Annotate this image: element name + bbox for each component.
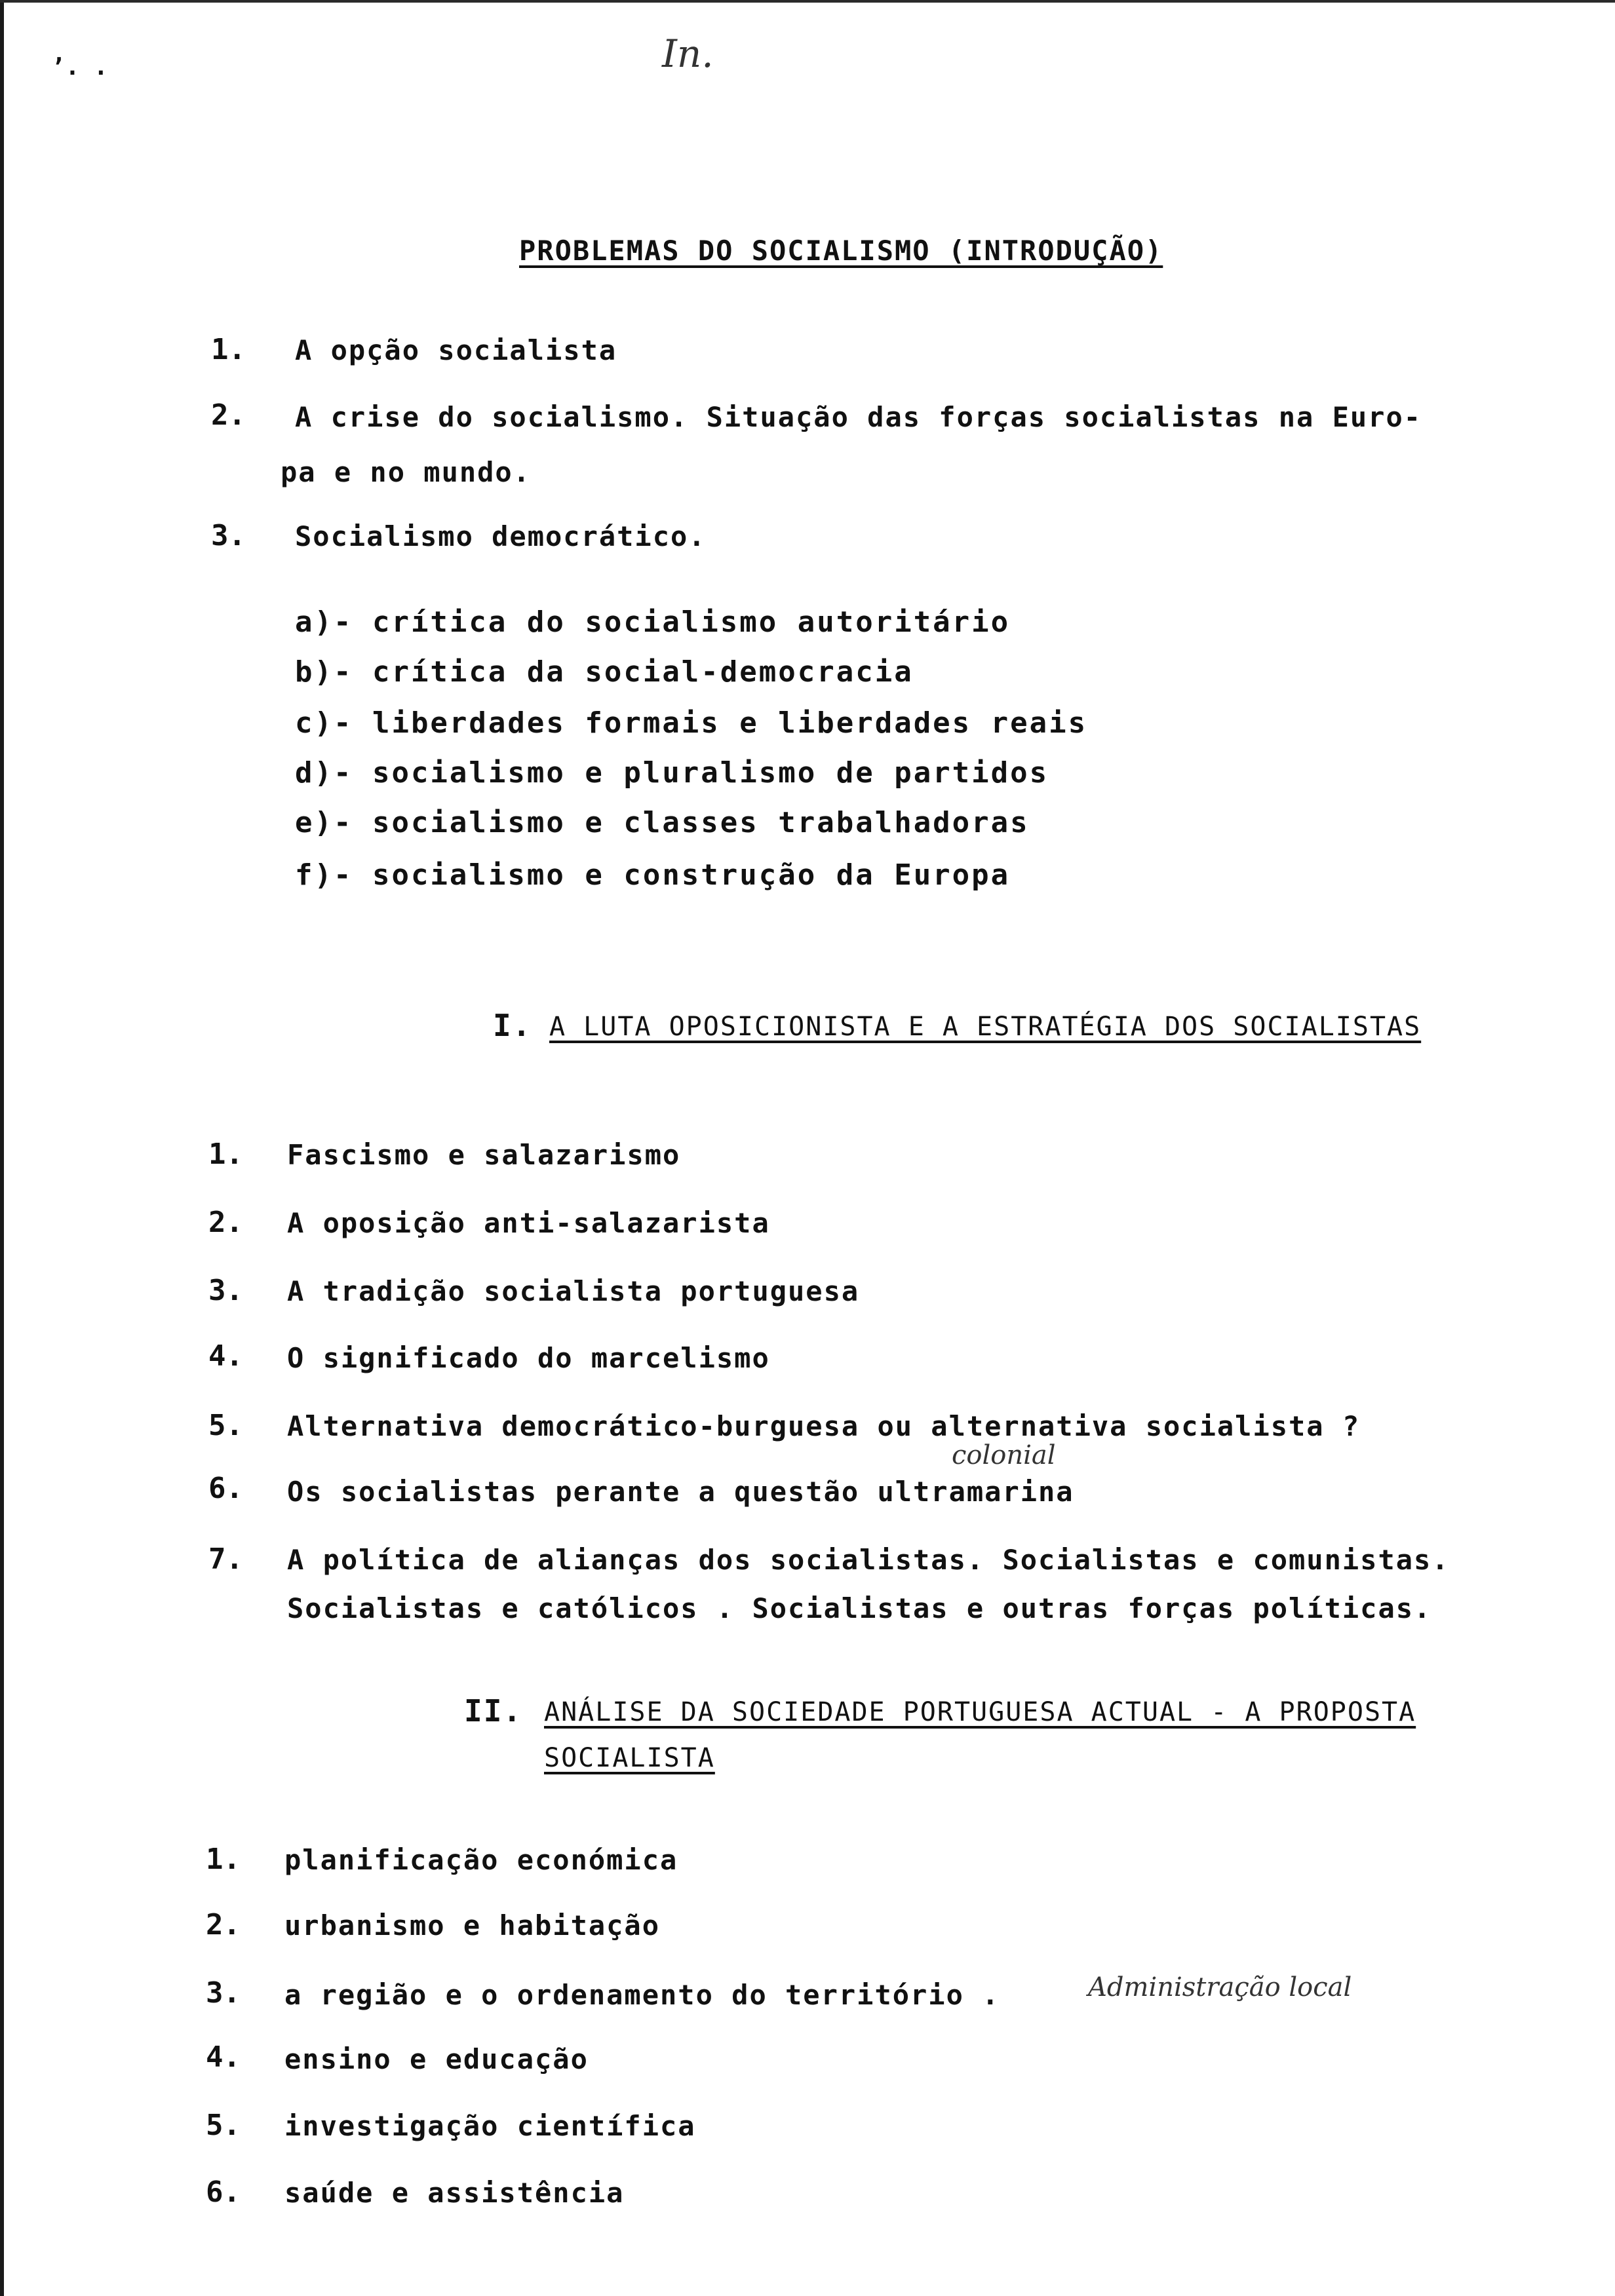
section-2-number: II. <box>464 1693 523 1729</box>
section-1-item-5-number: 5. <box>208 1409 243 1442</box>
section-2-item-1-text: planificação económica <box>284 1844 678 1876</box>
section-2-item-3-text: a região e o ordenamento do território . <box>284 1979 1000 2011</box>
intro-subitem-b: b)- crítica da social-democracia <box>295 655 914 689</box>
section-1-item-4-number: 4. <box>208 1339 243 1373</box>
handwritten-margin-note: Administração local <box>1088 1972 1352 2002</box>
section-2-item-5-number: 5. <box>206 2109 241 2142</box>
section-1-item-1-number: 1. <box>208 1138 243 1171</box>
page-left-edge <box>0 0 4 2296</box>
intro-item-2-line1: A crise do socialismo. Situação das forças socialistas na Euro- <box>295 401 1422 433</box>
handwritten-top-mark: In. <box>662 31 714 76</box>
section-2-title-line2: SOCIALISTA <box>544 1743 715 1773</box>
section-2-item-4-text: ensino e educação <box>284 2043 589 2075</box>
section-2-item-1-number: 1. <box>206 1843 241 1876</box>
document-title: PROBLEMAS DO SOCIALISMO (INTRODUÇÃO) <box>519 235 1163 267</box>
intro-subitem-c: c)- liberdades formais e liberdades reais <box>295 706 1088 740</box>
intro-subitem-a: a)- crítica do socialismo autoritário <box>295 605 1011 639</box>
intro-subitem-d: d)- socialismo e pluralismo de partidos <box>295 756 1049 790</box>
section-1-item-7-line2: Socialistas e católicos . Socialistas e outras forças políticas. <box>287 1592 1432 1624</box>
intro-item-3-text: Socialismo democrático. <box>295 520 707 552</box>
section-2-item-6-text: saúde e assistência <box>284 2177 625 2209</box>
corner-mark: ʼ. . <box>51 54 108 81</box>
section-1-item-2-text: A oposição anti-salazarista <box>287 1207 770 1239</box>
section-1-item-7-number: 7. <box>208 1542 243 1576</box>
section-2-item-5-text: investigação científica <box>284 2110 696 2142</box>
section-2-title-line1: ANÁLISE DA SOCIEDADE PORTUGUESA ACTUAL - A PROPOSTA <box>544 1697 1416 1727</box>
intro-subitem-f: f)- socialismo e construção da Europa <box>295 858 1011 892</box>
section-1-item-7-line1: A política de alianças dos socialistas. Socialistas e comunistas. <box>287 1544 1450 1576</box>
intro-item-1-text: A opção socialista <box>295 334 617 366</box>
page-top-edge <box>0 0 1615 3</box>
section-1-item-3-number: 3. <box>208 1274 243 1307</box>
section-1-item-6-text: Os socialistas perante a questão ultramarina <box>287 1476 1074 1508</box>
intro-item-1-number: 1. <box>211 333 246 366</box>
section-1-item-2-number: 2. <box>208 1206 243 1239</box>
section-1-item-6-number: 6. <box>208 1472 243 1505</box>
section-1-item-1-text: Fascismo e salazarismo <box>287 1139 681 1171</box>
section-1-number: I. <box>493 1008 532 1043</box>
section-2-item-2-text: urbanismo e habitação <box>284 1909 661 1942</box>
intro-item-2-line2: pa e no mundo. <box>281 456 532 488</box>
intro-item-2-number: 2. <box>211 398 246 432</box>
handwritten-colonial-note: colonial <box>952 1440 1056 1470</box>
intro-item-3-number: 3. <box>211 519 246 552</box>
section-2-item-2-number: 2. <box>206 1908 241 1942</box>
section-1-item-3-text: A tradição socialista portuguesa <box>287 1275 860 1307</box>
section-2-item-3-number: 3. <box>206 1976 241 2010</box>
section-1-title: A LUTA OPOSICIONISTA E A ESTRATÉGIA DOS SOCIALISTAS <box>549 1012 1422 1042</box>
intro-subitem-e: e)- socialismo e classes trabalhadoras <box>295 806 1030 839</box>
section-2-item-6-number: 6. <box>206 2175 241 2209</box>
section-2-item-4-number: 4. <box>206 2040 241 2074</box>
section-1-item-5-text: Alternativa democrático-burguesa ou alternativa socialista ? <box>287 1410 1361 1442</box>
section-1-item-4-text: O significado do marcelismo <box>287 1342 770 1374</box>
